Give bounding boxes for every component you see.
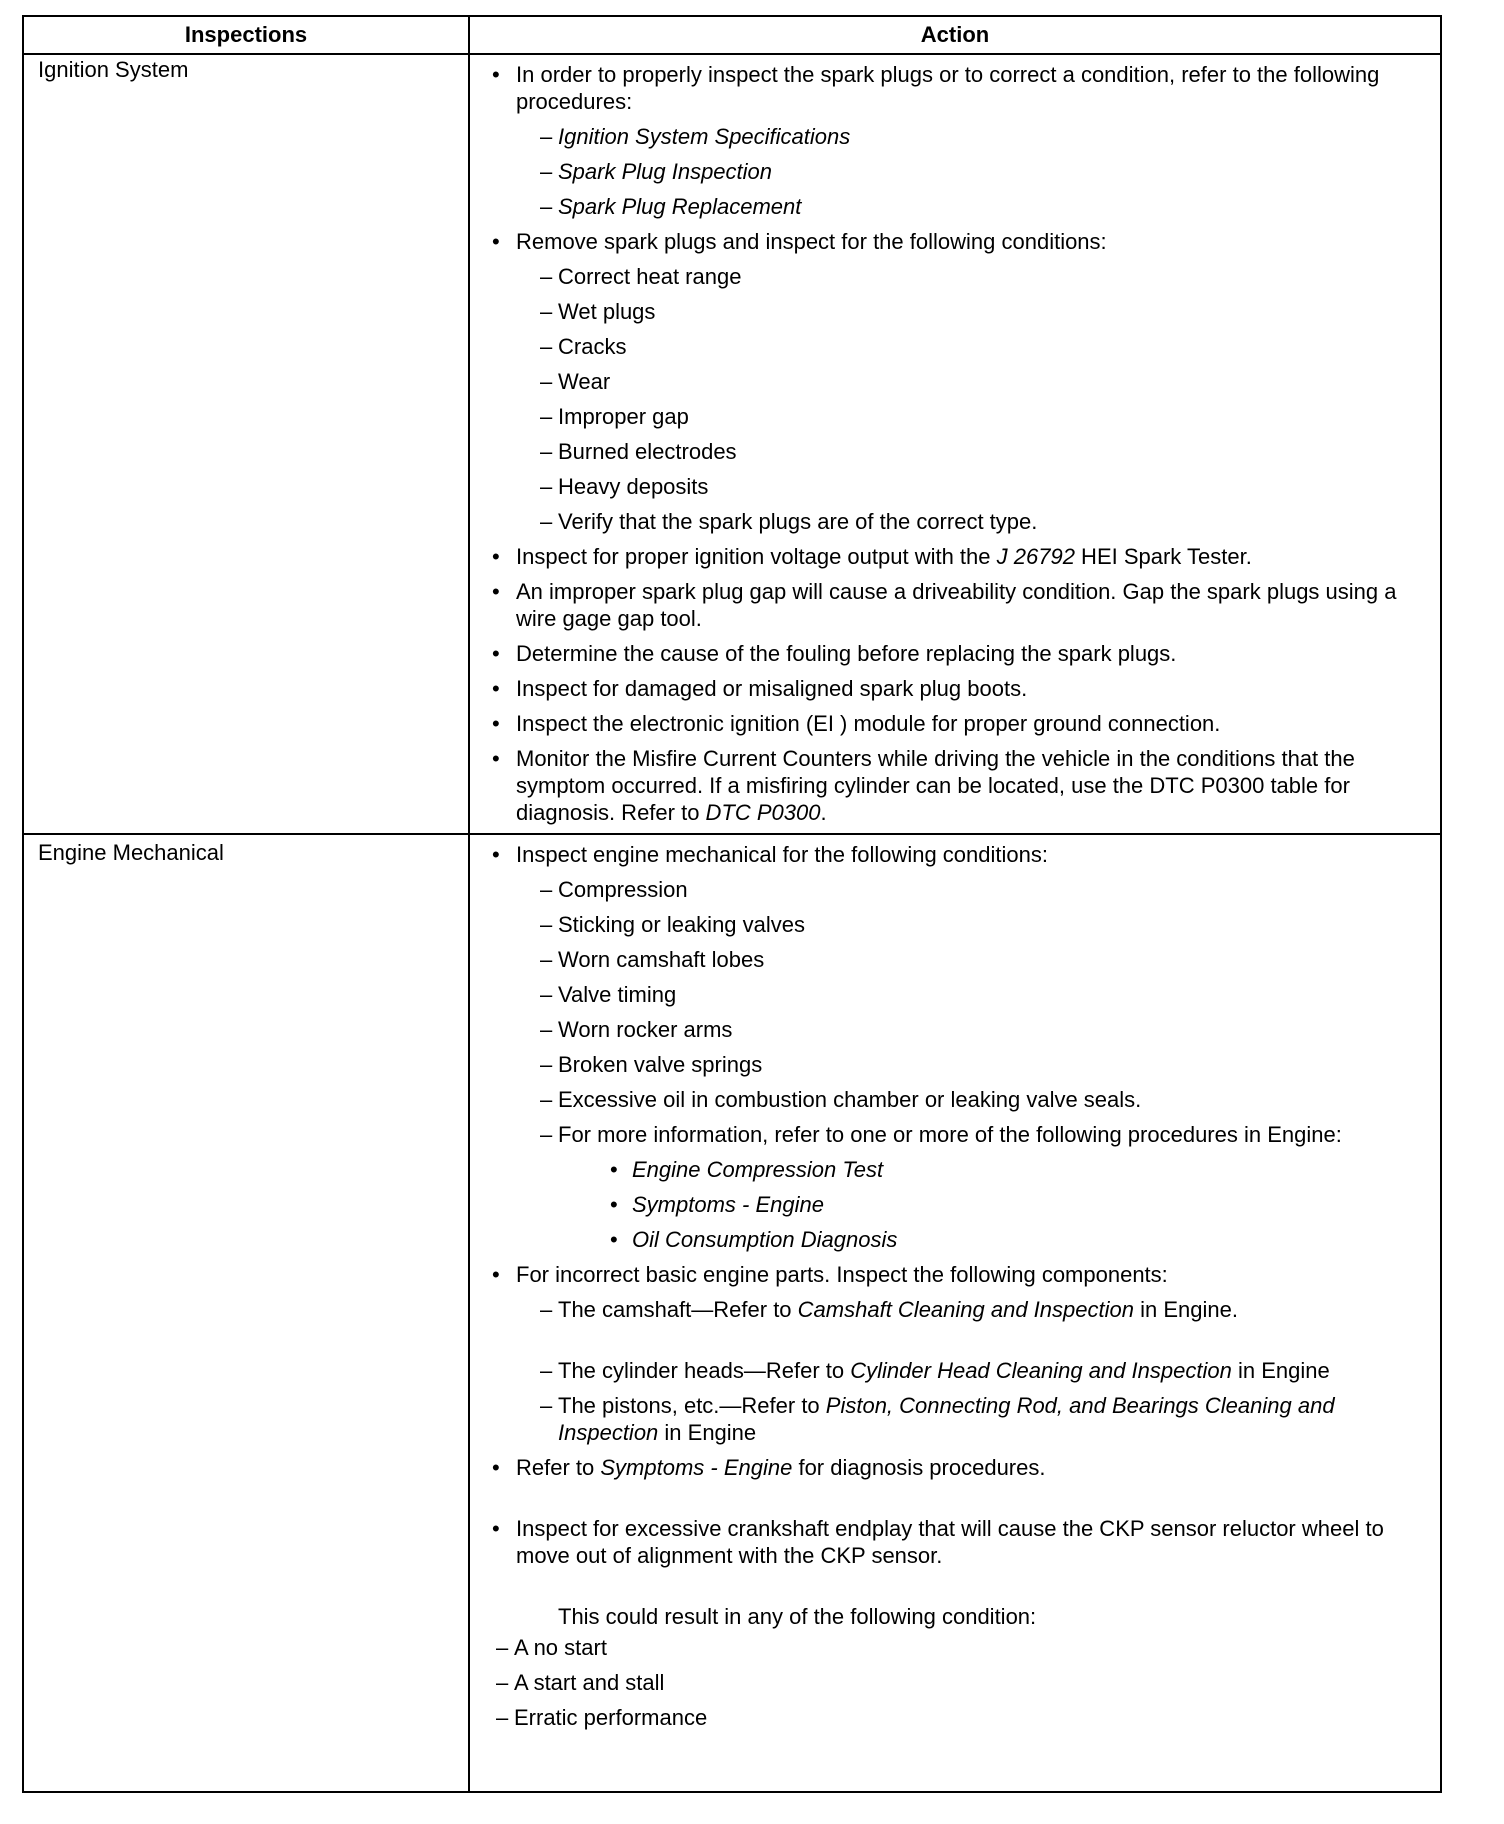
inspection-ignition-system: Ignition System [38, 57, 189, 82]
condition-item: – Worn camshaft lobes [484, 946, 1432, 973]
condition-item: – Burned electrodes [484, 438, 1432, 465]
condition-item: – Wet plugs [484, 298, 1432, 325]
inspection-engine-mechanical: Engine Mechanical [38, 840, 224, 865]
ignition-actions [484, 61, 1432, 834]
action-item: • Monitor the Misfire Current Counters while driving the vehicle in the conditions that the symptom occurred. If a misfiring cylinder can be located, use the DTC P0300 table for diagnosis. Refer to DTC P0300. [484, 745, 1432, 826]
condition-item: – Verify that the spark plugs are of the correct type. [484, 508, 1432, 535]
procedure-ref: – Spark Plug Inspection [484, 158, 1432, 185]
action-item: • An improper spark plug gap will cause a driveability condition. Gap the spark plugs using a wire gage gap tool. [484, 578, 1432, 632]
action-item: • Inspect engine mechanical for the following conditions: [484, 841, 1432, 868]
condition-item: – Cracks [484, 333, 1432, 360]
component-item: – The pistons, etc.—Refer to Piston, Connecting Rod, and Bearings Cleaning and Inspection in Engine [484, 1392, 1432, 1446]
condition-item: – Compression [484, 876, 1432, 903]
procedure-ref: • Symptoms - Engine [484, 1191, 1432, 1218]
condition-item: – Correct heat range [484, 263, 1432, 290]
result-item: – A start and stall [484, 1669, 1432, 1696]
procedure-ref: • Oil Consumption Diagnosis [484, 1226, 1432, 1253]
inspection-table [22, 15, 1442, 1793]
action-header: Action [920, 22, 990, 47]
result-item: – A no start [484, 1634, 1432, 1661]
condition-item: – Excessive oil in combustion chamber or leaking valve seals. [484, 1086, 1432, 1113]
condition-item: – Heavy deposits [484, 473, 1432, 500]
condition-item: – Improper gap [484, 403, 1432, 430]
action-item: • Inspect for excessive crankshaft endplay that will cause the CKP sensor reluctor wheel to move out of alignment with the CKP sensor. [484, 1515, 1432, 1569]
action-item: • For incorrect basic engine parts. Inspect the following components: [484, 1261, 1432, 1288]
condition-item: – Valve timing [484, 981, 1432, 1008]
result-paragraph: This could result in any of the following condition: [558, 1604, 1037, 1629]
component-item: – The camshaft—Refer to Camshaft Cleaning and Inspection in Engine. [484, 1296, 1432, 1323]
procedure-ref: – Ignition System Specifications [484, 123, 1432, 150]
result-item: – Erratic performance [484, 1704, 1432, 1731]
action-item: • Inspect for damaged or misaligned spark plug boots. [484, 675, 1432, 702]
action-item: • Inspect for proper ignition voltage output with the J 26792 HEI Spark Tester. [484, 543, 1432, 570]
action-item: • Refer to Symptoms - Engine for diagnosis procedures. [484, 1454, 1432, 1481]
condition-item: – Wear [484, 368, 1432, 395]
procedure-ref: – Spark Plug Replacement [484, 193, 1432, 220]
action-item: • Inspect the electronic ignition (EI ) module for proper ground connection. [484, 710, 1432, 737]
component-item: – The cylinder heads—Refer to Cylinder Head Cleaning and Inspection in Engine [484, 1357, 1432, 1384]
action-item: • Determine the cause of the fouling before replacing the spark plugs. [484, 640, 1432, 667]
procedure-ref: • Engine Compression Test [484, 1156, 1432, 1183]
header-divider [24, 53, 1440, 55]
condition-item: – Sticking or leaking valves [484, 911, 1432, 938]
inspections-header: Inspections [184, 22, 308, 47]
condition-item: – For more information, refer to one or more of the following procedures in Engine: [484, 1121, 1432, 1148]
action-item: • In order to properly inspect the spark plugs or to correct a condition, refer to the following procedures: [484, 61, 1432, 115]
condition-item: – Worn rocker arms [484, 1016, 1432, 1043]
column-divider [468, 17, 470, 1791]
action-item: • Remove spark plugs and inspect for the following conditions: [484, 228, 1432, 255]
condition-item: – Broken valve springs [484, 1051, 1432, 1078]
engine-actions [484, 841, 1432, 1739]
